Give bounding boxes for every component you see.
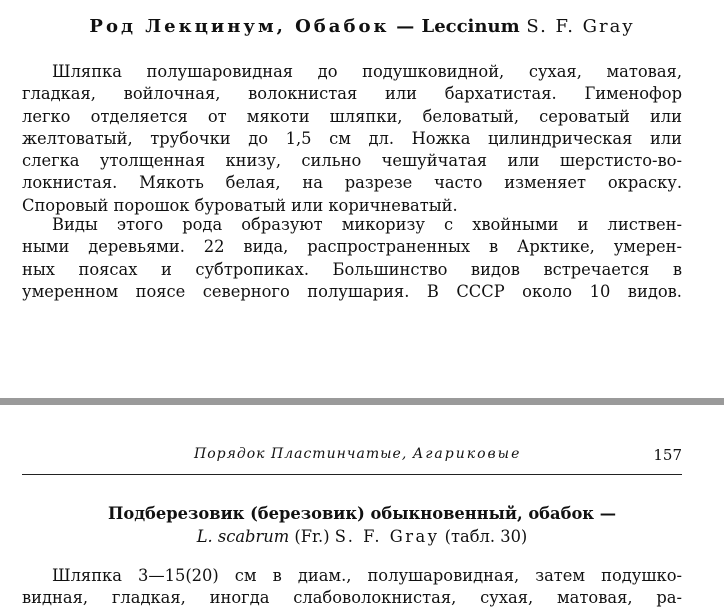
running-header-title [194, 446, 521, 462]
text-line: Споровый порошок буроватый или коричневатый. [22, 195, 458, 215]
species-title: Подберезовик (березовик) обыкновенный, обабок — [107, 504, 617, 523]
text-line: видная, гладкая, иногда слабоволокнистая, сухая, матовая, ра- [22, 588, 682, 608]
species-author-gray: S. F. Gray [334, 527, 440, 546]
text-line: легко отделяется от мякоти шляпки, беловатый, сероватый или [22, 106, 682, 126]
running-header-family: Агариковые [412, 446, 522, 462]
text-line: слегка утолщенная книзу, сильно чешуйчатая или шерстисто-во- [22, 151, 682, 171]
species-subtitle [0, 527, 724, 546]
text-line: гладкая, войлочная, волокнистая или бархатистая. Гименофор [22, 84, 682, 104]
page-divider [0, 398, 724, 405]
genus-title-latin: Leccinum [421, 16, 520, 37]
genus-title-dash: — [396, 16, 415, 37]
text-line: локнистая. Мякоть белая, на разрезе часто изменяет окраску. [22, 173, 682, 193]
header-rule [22, 474, 682, 475]
text-line: умеренном поясе северного полушария. В СССР около 10 видов. [22, 281, 682, 301]
text-line: желтоватый, трубочки до 1,5 см дл. Ножка цилиндрическая или [22, 128, 682, 148]
genus-description-paragraph [22, 61, 682, 217]
page-number: 157 [653, 446, 682, 464]
genus-heading [0, 16, 724, 37]
genus-distribution-paragraph [22, 214, 682, 303]
species-author-fr: (Fr.) [294, 527, 330, 546]
text-line: Шляпка полушаровидная до подушковидной, сухая, матовая, [52, 62, 682, 81]
text-line: Шляпка 3—15(20) см в диам., полушаровидная, затем подушко- [52, 566, 682, 585]
species-description-paragraph [22, 565, 682, 610]
species-sci-name: L. scabrum [196, 527, 290, 546]
text-line: ных поясах и субтропиках. Большинство видов встречается в [22, 259, 682, 279]
species-plate-ref: (табл. 30) [444, 527, 528, 546]
text-line: Виды этого рода образуют микоризу с хвойными и листвен- [52, 215, 682, 234]
text-line: ными деревьями. 22 вида, распространенных в Арктике, умерен- [22, 237, 682, 257]
genus-title-ru: Род Лекцинум, Обабок [89, 16, 390, 37]
running-header-order: Порядок Пластинчатые, [194, 446, 408, 462]
genus-author: S. F. Gray [526, 16, 635, 37]
